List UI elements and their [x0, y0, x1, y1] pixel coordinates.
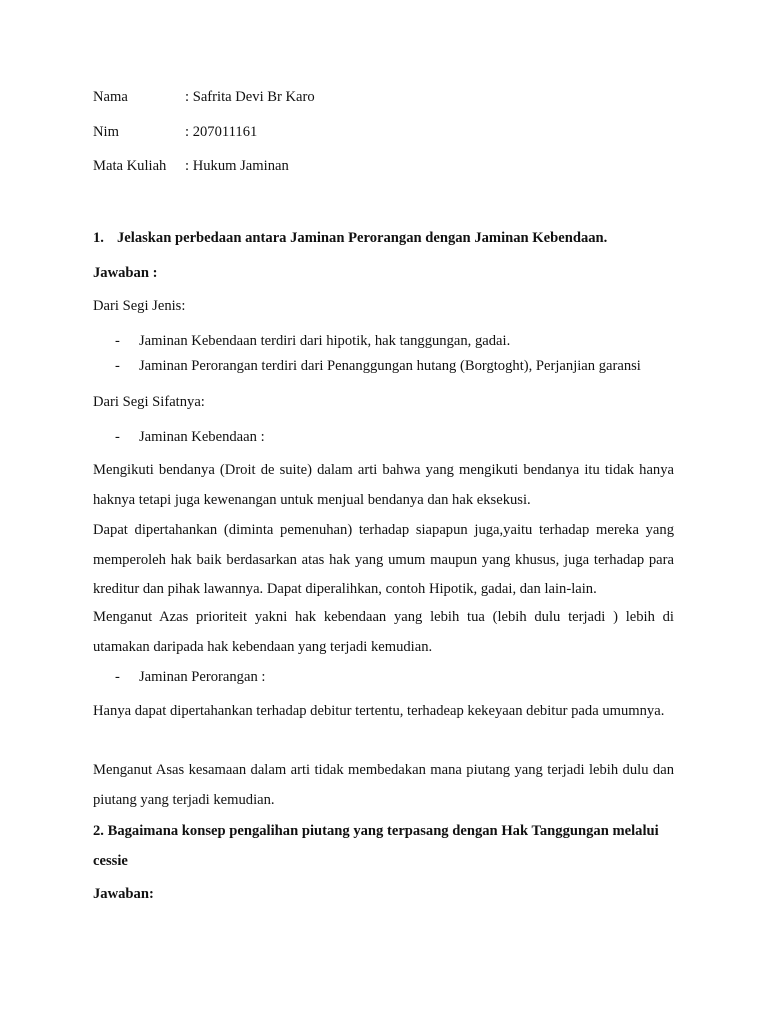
perorangan-heading: Jaminan Perorangan : [139, 669, 266, 685]
nama-value: : Safrita Devi Br Karo [185, 89, 315, 105]
perorangan-paragraph-1: Hanya dapat dipertahankan terhadap debitur tertentu, terhadeap kekeyaan debitur pada umumnya. [93, 703, 665, 719]
segi-sifat-heading: Dari Segi Sifatnya: [93, 394, 205, 410]
nama-label: Nama [93, 89, 128, 105]
kebendaan-paragraph-2: Dapat dipertahankan (diminta pemenuhan) terhadap siapapun juga,yaitu terhadap mereka yang memperoleh hak baik berdasarkan atas hak yang umum maupun yang khusus, juga terhadap para kreditur dan pihak lawannya. Dapat diperalihkan, contoh Hipotik, gadai, dan lain-lain. [93, 522, 674, 597]
question-1-number: 1. [93, 230, 104, 246]
perorangan-paragraph-2: Menganut Asas kesamaan dalam arti tidak membedakan mana piutang yang terjadi lebih dulu dan piutang yang terjadi kemudian. [93, 762, 674, 808]
question-2: 2. Bagaimana konsep pengalihan piutang yang terpasang dengan Hak Tanggungan melalui cessie [93, 823, 659, 869]
kebendaan-heading: Jaminan Kebendaan : [139, 429, 265, 445]
kebendaan-paragraph-3: Menganut Azas prioriteit yakni hak kebendaan yang lebih tua (lebih dulu terjadi ) lebih di utamakan daripada hak kebendaan yang terjadi kemudian. [93, 609, 674, 655]
matkul-value: : Hukum Jaminan [185, 158, 289, 174]
kebendaan-paragraph-1: Mengikuti bendanya (Droit de suite) dalam arti bahwa yang mengikuti bendanya itu tidak hanya haknya tetapi juga kewenangan untuk menjual bendanya dan hak eksekusi. [93, 462, 674, 508]
nim-value: : 207011161 [185, 124, 258, 140]
bullet-dash: - [115, 429, 120, 445]
segi-jenis-heading: Dari Segi Jenis: [93, 298, 186, 314]
jenis-bullet-1-text: Jaminan Kebendaan terdiri dari hipotik, hak tanggungan, gadai. [139, 333, 511, 349]
jenis-bullet-2-text: Jaminan Perorangan terdiri dari Penanggungan hutang (Borgtoght), Perjanjian garansi [139, 358, 641, 374]
bullet-dash: - [115, 333, 120, 349]
question-1-text: Jelaskan perbedaan antara Jaminan Perorangan dengan Jaminan Kebendaan. [117, 230, 608, 246]
matkul-label: Mata Kuliah [93, 158, 167, 174]
bullet-dash: - [115, 669, 120, 685]
bullet-dash: - [115, 358, 120, 374]
nim-label: Nim [93, 124, 119, 140]
answer-1-label: Jawaban : [93, 265, 158, 281]
question-1 [93, 228, 607, 248]
answer-2-label: Jawaban: [93, 886, 154, 902]
